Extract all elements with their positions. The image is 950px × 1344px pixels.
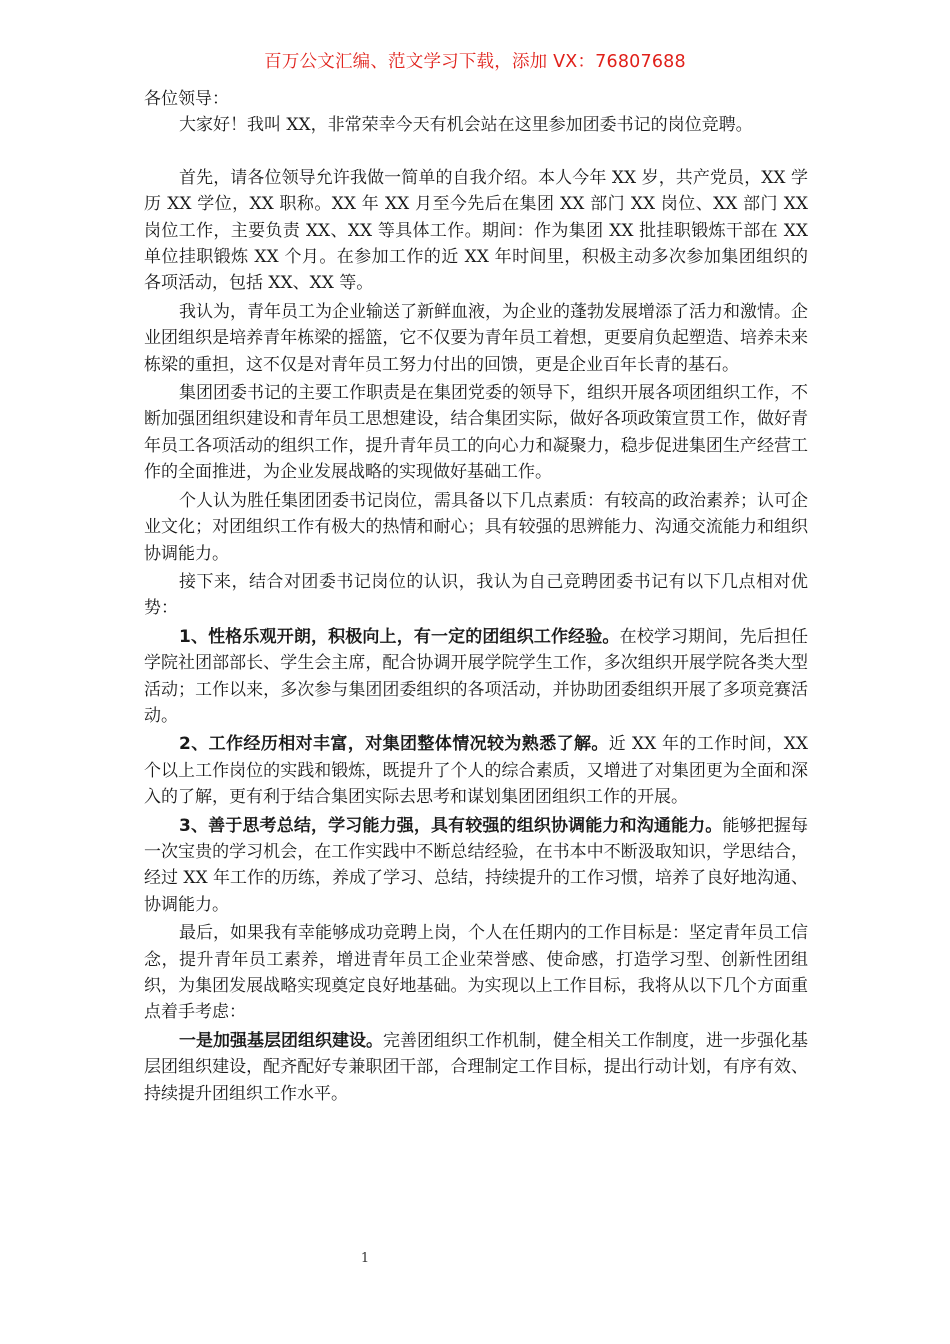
goals-paragraph: 最后，如果我有幸能够成功竞聘上岗，个人在任期内的工作目标是：坚定青年员工信念，提升青年员工素养，增进青年员工企业荣誉感、使命感，打造学习型、创新性团组织，为集团发展战略实现奠定良好地基础。为实现以上工作目标，我将从以下几个方面重点着手考虑： — [144, 923, 808, 1023]
plan-text: 完善团组织工作机制，健全相关工作制度，进一步强化基层团组织建设，配齐配好专兼职团干部，合理制定工作目标，提出行动计划，有序有效、持续提升团组织工作水平。 — [144, 1030, 808, 1104]
advantage-text: 在校学习期间，先后担任学院社团部部长、学生会主席，配合协调开展学院学生工作，多次组织开展学院各类大型活动；工作以来，多次参与集团团委组织的各项活动，并协助团委组织开展了多项竞赛活动。 — [144, 626, 809, 726]
page-number: 1 — [360, 1251, 370, 1266]
document-body — [144, 86, 808, 1107]
advantages-intro-paragraph: 接下来，结合对团委书记岗位的认识，我认为自己竞聘团委书记有以下几点相对优势： — [144, 571, 808, 619]
advantage-paragraph-2 — [144, 731, 808, 810]
advantage-heading: 1、性格乐观开朗，积极向上，有一定的团组织工作经验。 — [179, 626, 620, 647]
advantage-paragraph-3 — [144, 813, 808, 919]
qualities-paragraph: 个人认为胜任集团团委书记岗位，需具备以下几点素质：有较高的政治素养；认可企业文化；对团组织工作有极大的热情和耐心；具有较强的思辨能力、沟通交流能力和组织协调能力。 — [144, 490, 808, 564]
advantage-paragraph-1 — [144, 624, 808, 730]
duties-paragraph: 集团团委书记的主要工作职责是在集团党委的领导下，组织开展各项团组织工作，不断加强团组织建设和青年员工思想建设，结合集团实际，做好各项政策宣贯工作，做好青年员工各项活动的组织工作，提升青年员工的向心力和凝聚力，稳步促进集团生产经营工作的全面推进，为企业发展战略的实现做好基础工作。 — [144, 383, 808, 483]
header-banner: 百万公文汇编、范文学习下载，添加 VX：76807688 — [264, 52, 686, 72]
greeting-paragraph: 大家好！我叫 XX，非常荣幸今天有机会站在这里参加团委书记的岗位竞聘。 — [179, 115, 753, 136]
salutation: 各位领导： — [144, 89, 229, 109]
view-paragraph: 我认为，青年员工为企业输送了新鲜血液，为企业的蓬勃发展增添了活力和激情。企业团组织是培养青年栋梁的摇篮，它不仅要为青年员工着想，更要肩负起塑造、培养未来栋梁的重担，这不仅是对青年员工努力付出的回馈，更是企业百年长青的基石。 — [144, 301, 808, 375]
advantage-text: 能够把握每一次宝贵的学习机会，在工作实践中不断总结经验，在书本中不断汲取知识，学思结合，经过 XX 年工作的历练，养成了学习、总结，持续提升的工作习惯，培养了良好地沟通、协调能力。 — [144, 815, 809, 915]
intro-paragraph: 首先，请各位领导允许我做一简单的自我介绍。本人今年 XX 岁，共产党员，XX 学历 XX 学位，XX 职称。XX 年 XX 月至今先后在集团 XX 部门 XX 岗位、XX 部门 XX 岗位工作，主要负责 XX、XX 等具体工作。期间：作为集团 XX 批挂职锻炼干部在 XX 单位挂职锻炼 XX 个月。在参加工作的近 XX 年时间里，积极主动多次参加集团组织的各项活动，包括 XX、XX 等。 — [144, 167, 808, 294]
plan-heading: 一是加强基层团组织建设。 — [179, 1030, 383, 1051]
advantage-heading: 3、善于思考总结，学习能力强，具有较强的组织协调能力和沟通能力。 — [179, 815, 723, 836]
advantage-heading: 2、工作经历相对丰富，对集团整体情况较为熟悉了解。 — [179, 734, 609, 755]
advantage-text: 近 XX 年的工作时间，XX 个以上工作岗位的实践和锻炼，既提升了个人的综合素质，又增进了对集团更为全面和深入的了解，更有利于结合集团实际去思考和谋划集团团组织工作的开展。 — [144, 734, 809, 808]
plan-paragraph-1 — [144, 1028, 808, 1107]
